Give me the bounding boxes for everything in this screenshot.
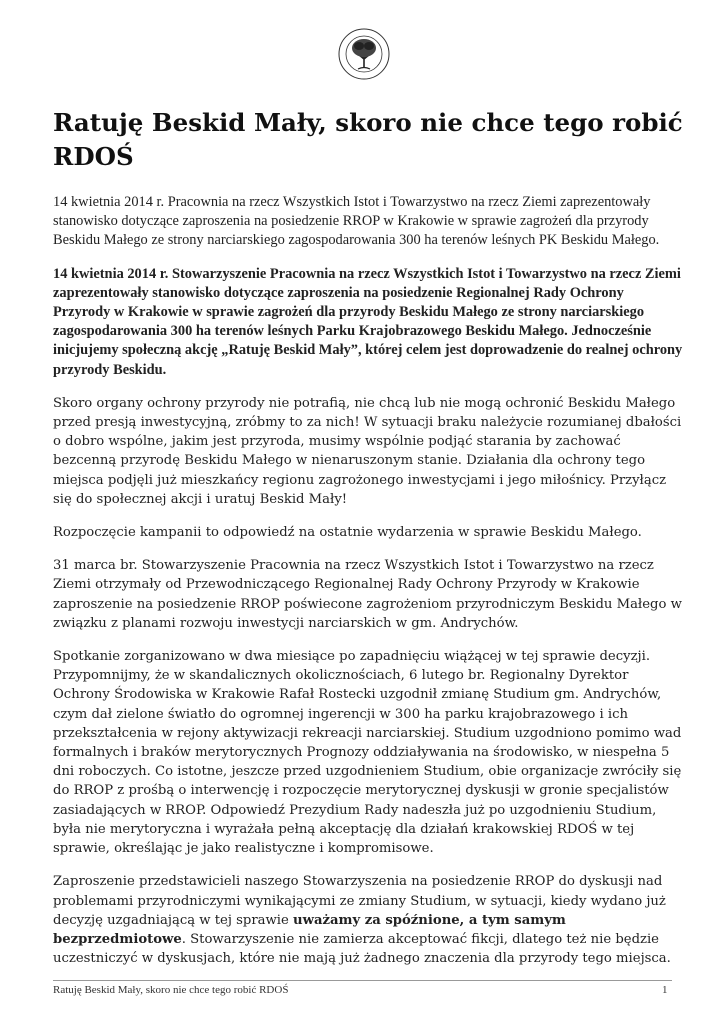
paragraph-5 [53,872,683,968]
bold-lead-paragraph: 14 kwietnia 2014 r. Stowarzyszenie Pracownia na rzecz Wszystkich Istot i Towarzystwo na rzecz Ziemi zaprezentowały stanowisko dotyczące zaproszenia na posiedzenie Regionalnej Rady Ochrony Przyrody w Krakowie w sprawie zagrożeń dla przyrody Beskidu Małego ze strony narciarskiego zagospodarowania 300 ha terenów leśnych Parku Krajobrazowego Beskidu Małego. Jednocześnie inicjujemy społeczną akcję „Ratuję Beskid Mały”, której celem jest doprowadzenie do realnej ochrony przyrody Beskidu. [53,265,683,378]
article-body [53,193,683,982]
lead-paragraph: 14 kwietnia 2014 r. Pracownia na rzecz Wszystkich Istot i Towarzystwo na rzecz Ziemi zaprezentowały stanowisko dotyczące zaproszenia na posiedzenie RROP w Krakowie w sprawie zagrożeń dla przyrody Beskidu Małego ze strony narciarskiego zagospodarowania 300 ha terenów leśnych PK Beskidu Małego. [53,194,660,249]
tree-seal-icon [338,28,390,80]
paragraph-1: Skoro organy ochrony przyrody nie potrafią, nie chcą lub nie mogą ochronić Beskidu Małego przed presją inwestycyjną, zróbmy to za nich! W sytuacji braku należycie rozumianej dbałości o dobro wspólne, jakim jest przyroda, musimy wspólnie podjąć starania by zachować bezcenną przyrodę Beskidu Małego w nienaruszonym stanie. Działania dla ochrony tego miejsca podjęli już mieszkańcy regionu zagrożonego inwestycjami i jego miłośnicy. Przyłącz się do społecznej akcji i uratuj Beskid Mały! [53,395,682,507]
paragraph-4: Spotkanie zorganizowano w dwa miesiące po zapadnięciu wiążącej w tej sprawie decyzji. Przypomnijmy, że w skandalicznych okolicznościach, 6 lutego br. Regionalny Dyrektor Ochrony Środowiska w Krakowie Rafał Rostecki uzgodnił zmianę Studium gm. Andrychów, czym dał zielone światło do ogromnej ingerencji w 300 ha parku krajobrazowego i ich przekształcenia w rejony aktywizacji rekreacji narciarskiej. Studium uzgodniono pomimo wad formalnych i braków merytorycznych Prognozy oddziaływania na środowisko, w niespełna 5 dni roboczych. Co istotne, jeszcze przed uzgodnieniem Studium, obie organizacje zwróciły się do RROP z prośbą o interwencję i rozpoczęcie merytorycznej dyskusji w gronie specjalistów zasiadających w RROP. Odpowiedź Prezydium Rady nadeszła już po uzgodnieniu Studium, była nie merytoryczna i wyrażała pełną akceptację dla działań krakowskiej RDOŚ w tej sprawie, określając je jako realistyczne i kompromisowe. [53,649,682,857]
paragraph-5-emphasis: uważamy za spóźnione, a tym samym bezprzedmiotowe [53,912,566,947]
paragraph-3: 31 marca br. Stowarzyszenie Pracownia na rzecz Wszystkich Istot i Towarzystwo na rzecz Ziemi otrzymały od Przewodniczącego Regionalnej Rady Ochrony Przyrody w Krakowie zaproszenie na posiedzenie RROP poświecone zagrożeniom przyrodniczym Beskidu Małego w związku z planami rozwoju inwestycji narciarskich w gm. Andrychów. [53,558,682,631]
organization-logo [338,28,390,80]
paragraph-5-text-end: . Stowarzyszenie nie zamierza akceptować fikcji, dlatego też nie będzie uczestniczyć w dyskusjach, które nie mają już żadnego znaczenia dla przyrody tego miejsca. [53,931,671,967]
paragraph-5-text-start: Zaproszenie przedstawicieli naszego Stowarzyszenia na posiedzenie RROP do dyskusji nad problemami przyrodniczymi wynikającymi ze zmiany Studium, w sytuacji, kiedy wydano już decyzję uzgadniającą w tej sprawie [53,874,666,928]
footer-divider [53,980,672,981]
page-number: 1 [662,984,668,996]
paragraph-2: Rozpoczęcie kampanii to odpowiedź na ostatnie wydarzenia w sprawie Beskidu Małego. [53,525,642,541]
footer-title: Ratuję Beskid Mały, skoro nie chce tego robić RDOŚ [53,984,289,996]
article-title: Ratuję Beskid Mały, skoro nie chce tego robić RDOŚ [53,108,683,171]
